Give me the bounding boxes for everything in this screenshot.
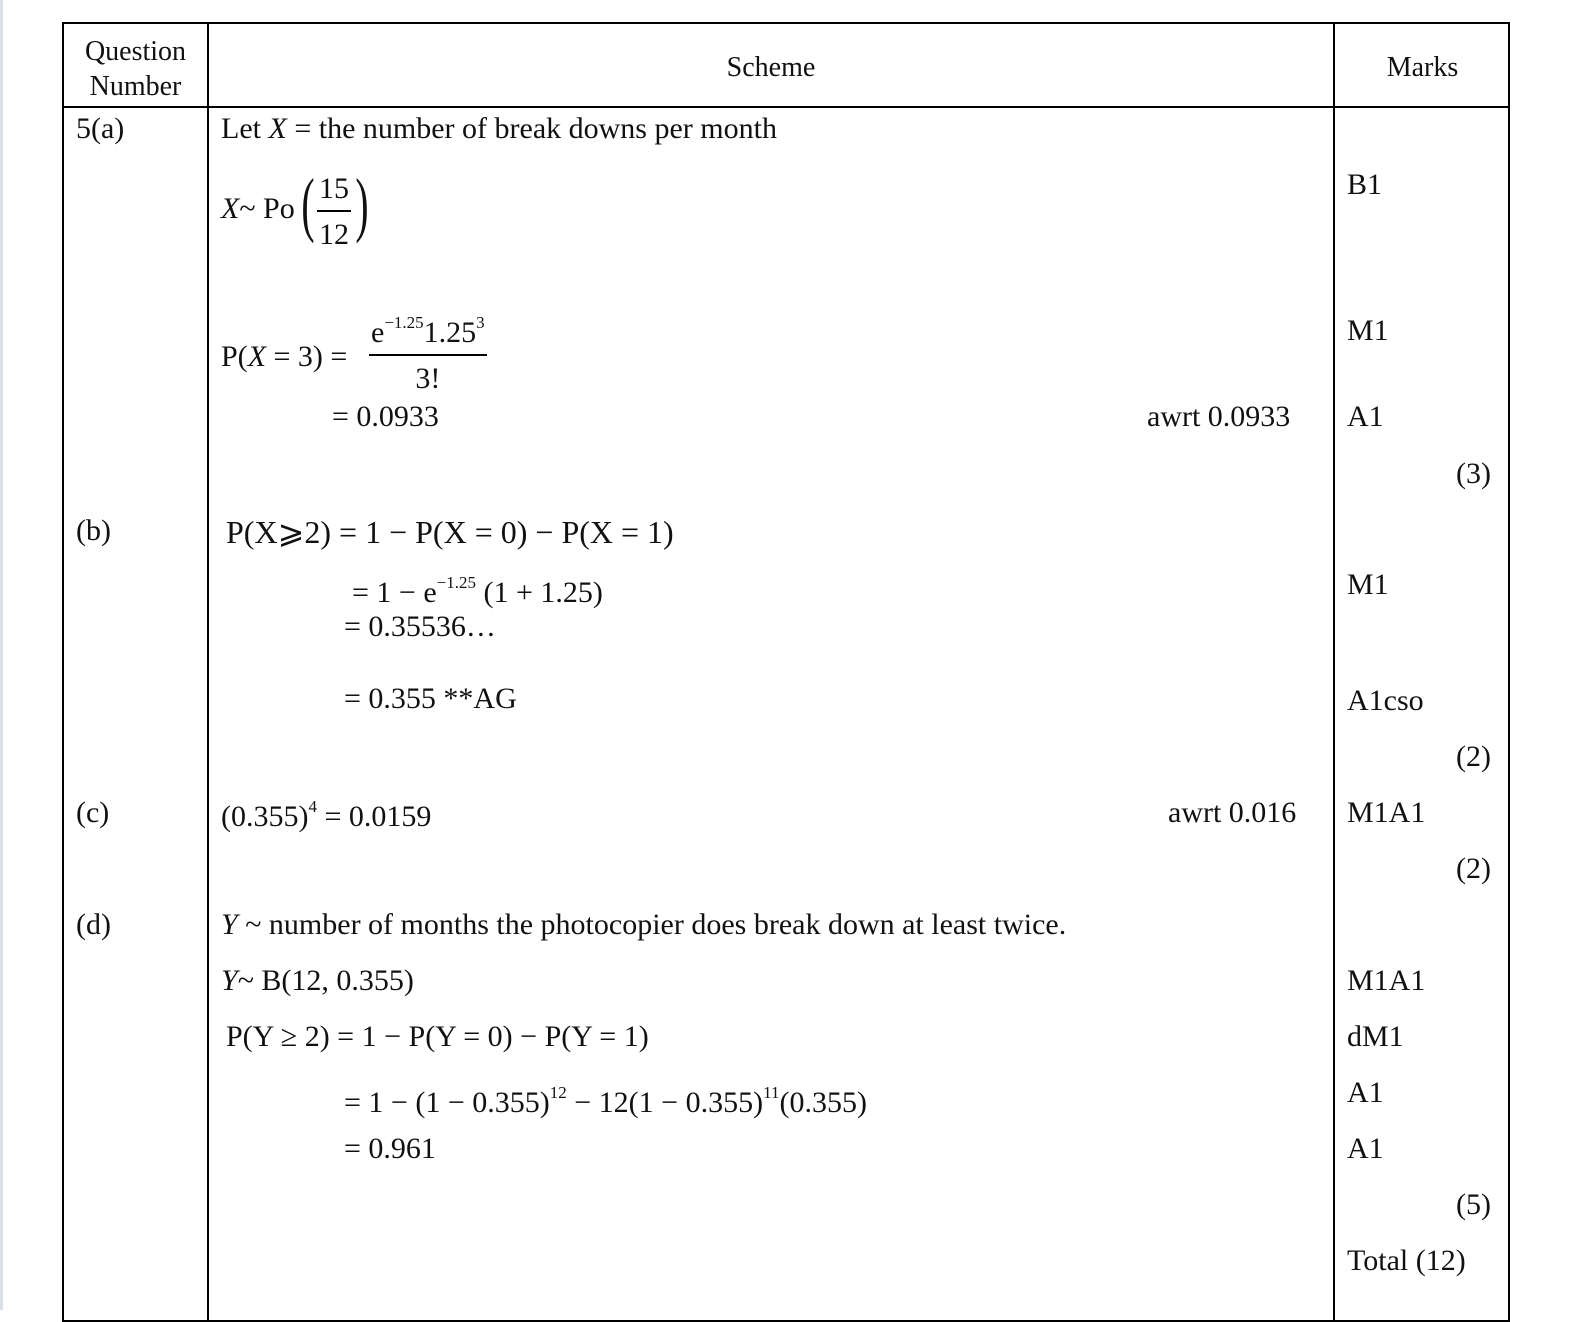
mark-a1cso: A1cso: [1347, 684, 1424, 717]
mark-m1a1-c: M1A1: [1347, 796, 1426, 829]
mark-m1a1-d: M1A1: [1347, 964, 1426, 997]
definition-y: Y ~ number of months the photocopier does break down at least twice.: [221, 908, 1067, 941]
mark-a1-d1: A1: [1347, 1076, 1384, 1109]
question-label-d: (d): [76, 908, 111, 941]
prob-x3-lhs: P(X = 3) =: [221, 340, 348, 373]
poisson-fraction: $e^{-1.25}1.25^3$ 3!: [371, 313, 485, 395]
mark-a1: A1: [1347, 400, 1384, 433]
column-divider: [207, 24, 209, 1320]
mark-m1: M1: [1347, 314, 1389, 347]
mark-a1-d2: A1: [1347, 1132, 1384, 1165]
intermediate-b: = 0.35536…: [344, 610, 496, 643]
prob-y-ge-2: P(Y ≥ 2) = 1 − P(Y = 0) − P(Y = 1): [226, 1020, 649, 1053]
power-expression: $(0.355)^4 = 0.0159$: [221, 797, 432, 833]
subtotal-d: (5): [1456, 1188, 1491, 1221]
mark-m1-b: M1: [1347, 568, 1389, 601]
result-a: = 0.0933: [332, 400, 439, 433]
result-b: = 0.355 **AG: [344, 682, 517, 715]
subtotal-b: (2): [1456, 740, 1491, 773]
prob-x-ge-2: P(X⩾2) = 1 − P(X = 0) − P(X = 1): [226, 514, 674, 550]
mark-b1: B1: [1347, 168, 1383, 201]
header-divider: [64, 106, 1508, 108]
open-paren: (: [301, 164, 315, 244]
subtotal-a: (3): [1456, 457, 1491, 490]
header-question-number: Question Number: [84, 36, 187, 102]
awrt-note-a: awrt 0.0933: [1147, 400, 1291, 433]
header-marks: Marks: [1386, 52, 1459, 83]
fraction-15-12: 15 12: [319, 172, 349, 251]
awrt-note-c: awrt 0.016: [1168, 796, 1297, 829]
question-label-b: (b): [76, 514, 111, 547]
complement-expression: = $1 - e^{-1.25}$ (1 + 1.25): [352, 573, 603, 609]
distribution-x-label: X~ Po: [221, 192, 295, 225]
question-label-5a: 5(a): [76, 112, 125, 145]
result-d: = 0.961: [344, 1132, 436, 1165]
header-scheme: Scheme: [726, 52, 816, 83]
column-divider: [1333, 24, 1335, 1320]
question-label-c: (c): [76, 796, 110, 829]
close-paren: ): [355, 164, 369, 244]
binomial-expression: = $1 - (1 - 0.355)^{12} - 12(1 - 0.355)^{11}(0.355)$: [344, 1083, 867, 1119]
mark-dm1: dM1: [1347, 1020, 1404, 1053]
total-marks: Total (12): [1347, 1244, 1466, 1277]
definition-x: Let X = the number of break downs per month: [221, 112, 777, 145]
distribution-y: Y~ B(12, 0.355): [221, 964, 414, 997]
mark-scheme-table: [62, 22, 1510, 1322]
page-edge: [0, 0, 3, 1310]
subtotal-c: (2): [1456, 852, 1491, 885]
